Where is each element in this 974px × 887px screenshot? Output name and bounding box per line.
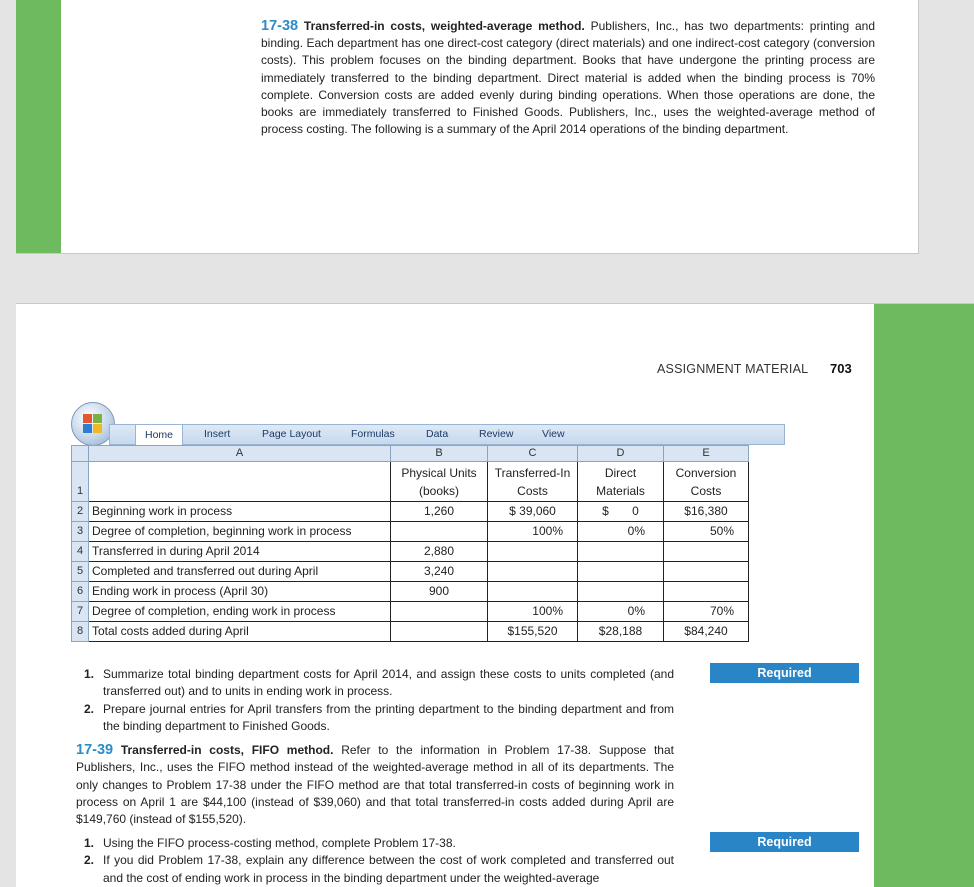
ribbon-tab-bar (109, 424, 785, 445)
table-row (72, 602, 749, 622)
office-logo-icon (83, 414, 103, 434)
header-text: Materials (596, 483, 645, 498)
cell-d5[interactable] (578, 562, 664, 582)
header-text: Transferred-In (494, 465, 571, 480)
cell-e3[interactable]: 50% (664, 522, 749, 542)
cell-b8[interactable] (391, 622, 488, 642)
cell-b2[interactable]: 1,260 (391, 502, 488, 522)
question-text: Using the FIFO process-costing method, complete Problem 17-38. (103, 836, 456, 850)
column-header-e[interactable]: E (664, 446, 749, 462)
cell-b5[interactable]: 3,240 (391, 562, 488, 582)
tab-insert[interactable]: Insert (204, 428, 231, 440)
list-item (76, 852, 674, 887)
questions-17-39 (76, 835, 674, 887)
cell-b6[interactable]: 900 (391, 582, 488, 602)
cell-d3[interactable]: 0% (578, 522, 664, 542)
header-text: (books) (418, 483, 459, 498)
cell-d1[interactable] (578, 462, 664, 502)
list-item (76, 666, 674, 701)
cell-d8[interactable]: $28,188 (578, 622, 664, 642)
cell-a7[interactable]: Degree of completion, ending work in process (89, 602, 391, 622)
question-text: If you did Problem 17-38, explain any difference between the cost of work completed and transferred out and the cost of ending work in process in the binding department under the weighted-average (103, 853, 674, 885)
row-number[interactable]: 1 (72, 462, 89, 502)
cell-c1[interactable] (488, 462, 578, 502)
cell-e5[interactable] (664, 562, 749, 582)
cell-b1[interactable] (391, 462, 488, 502)
question-number: 1. (84, 667, 95, 681)
question-text: Prepare journal entries for April transfers from the printing department to the binding department and from the binding department to Finished Goods. (103, 701, 674, 733)
previous-page (16, 0, 919, 254)
row-number[interactable]: 6 (72, 582, 89, 602)
cell-b7[interactable] (391, 602, 488, 622)
problem-title: Transferred-in costs, weighted-average method. (303, 19, 585, 33)
cell-c6[interactable] (488, 582, 578, 602)
cell-d2[interactable]: $ 0 (578, 502, 664, 522)
header-text: Costs (690, 483, 722, 498)
green-margin-bar (874, 304, 974, 887)
table-row (72, 462, 749, 502)
table-row (72, 582, 749, 602)
column-header-d[interactable]: D (578, 446, 664, 462)
cell-e6[interactable] (664, 582, 749, 602)
cell-e4[interactable] (664, 542, 749, 562)
question-number: 2. (84, 853, 95, 868)
cell-d4[interactable] (578, 542, 664, 562)
cell-b4[interactable]: 2,880 (391, 542, 488, 562)
row-number[interactable]: 3 (72, 522, 89, 542)
select-all-corner[interactable] (72, 446, 89, 462)
row-number[interactable]: 4 (72, 542, 89, 562)
column-header-row (72, 446, 749, 462)
tab-home[interactable]: Home (135, 424, 183, 445)
header-text: Direct (604, 465, 637, 480)
green-margin-bar (16, 0, 61, 253)
cell-e8[interactable]: $84,240 (664, 622, 749, 642)
cell-a4[interactable]: Transferred in during April 2014 (89, 542, 391, 562)
questions-17-38 (76, 666, 674, 735)
cell-a1[interactable] (89, 462, 391, 502)
problem-body: Publishers, Inc., has two departments: printing and binding. Each department has one direct-cost category (direct materials) and one indirect-cost category (conversion costs). This problem focuses on the binding department. Books that have undergone the printing process are immediately transferred to the binding department. Direct material is added when the binding process is 70% complete. Conversion costs are added evenly during binding operations. When those operations are done, the books are immediately transferred to Finished Goods. Publishers, Inc., uses the weighted-average method of process costing. The following is a summary of the April 2014 operations of the binding department. (261, 19, 875, 137)
cell-e1[interactable] (664, 462, 749, 502)
header-text: Costs (517, 483, 548, 498)
cell-c8[interactable]: $155,520 (488, 622, 578, 642)
cell-c3[interactable]: 100% (488, 522, 578, 542)
header-text: Conversion (675, 465, 737, 480)
cell-a8[interactable]: Total costs added during April (89, 622, 391, 642)
cell-c2[interactable]: $ 39,060 (488, 502, 578, 522)
cell-a2[interactable]: Beginning work in process (89, 502, 391, 522)
column-header-a[interactable]: A (89, 446, 391, 462)
problem-body: Refer to the information in Problem 17-38. Suppose that Publishers, Inc., uses the FIFO method instead of the weighted-average method in all of its departments. The only changes to Problem 17-38 under the FIFO method are that total transferred-in costs of beginning work in process on April 1 are $44,100 (instead of $39,060) and that total transferred-in costs added during April are $149,760 (instead of $155,520). (76, 743, 674, 827)
cell-e7[interactable]: 70% (664, 602, 749, 622)
problem-title: Transferred-in costs, FIFO method. (120, 743, 334, 757)
tab-formulas[interactable]: Formulas (351, 428, 395, 440)
question-number: 2. (84, 701, 95, 716)
question-number: 1. (84, 836, 95, 850)
table-row (72, 562, 749, 582)
column-header-b[interactable]: B (391, 446, 488, 462)
current-page (16, 303, 974, 887)
table-row (72, 522, 749, 542)
cell-d6[interactable] (578, 582, 664, 602)
required-badge: Required (710, 663, 859, 683)
row-number[interactable]: 2 (72, 502, 89, 522)
cell-a5[interactable]: Completed and transferred out during April (89, 562, 391, 582)
cell-e2[interactable]: $16,380 (664, 502, 749, 522)
list-item (76, 701, 674, 736)
problem-17-38-text-block (261, 18, 875, 138)
problem-17-39-text-block (76, 742, 674, 828)
cell-c5[interactable] (488, 562, 578, 582)
table-row (72, 622, 749, 642)
table-row (72, 502, 749, 522)
cell-a6[interactable]: Ending work in process (April 30) (89, 582, 391, 602)
tab-review[interactable]: Review (479, 428, 514, 440)
running-header-title: ASSIGNMENT MATERIAL (657, 362, 809, 376)
row-number[interactable]: 5 (72, 562, 89, 582)
cell-d7[interactable]: 0% (578, 602, 664, 622)
row-number[interactable]: 7 (72, 602, 89, 622)
column-header-c[interactable]: C (488, 446, 578, 462)
question-text: Summarize total binding department costs for April 2014, and assign these costs to units completed (and transferred out) and to units in ending work in process. (103, 667, 674, 699)
cell-c4[interactable] (488, 542, 578, 562)
table-row (72, 542, 749, 562)
header-text: Physical Units (401, 465, 477, 480)
cell-b3[interactable] (391, 522, 488, 542)
cell-a3[interactable]: Degree of completion, beginning work in process (89, 522, 391, 542)
problem-number: 17-39 (76, 742, 114, 758)
tab-data[interactable]: Data (426, 428, 449, 440)
row-number[interactable]: 8 (72, 622, 89, 642)
tab-view[interactable]: View (542, 428, 565, 440)
problem-number: 17-38 (261, 18, 299, 34)
spreadsheet-table (71, 445, 749, 642)
list-item (76, 835, 674, 852)
required-badge: Required (710, 832, 859, 852)
page-number: 703 (830, 361, 852, 376)
tab-page-layout[interactable]: Page Layout (262, 428, 321, 440)
cell-c7[interactable]: 100% (488, 602, 578, 622)
